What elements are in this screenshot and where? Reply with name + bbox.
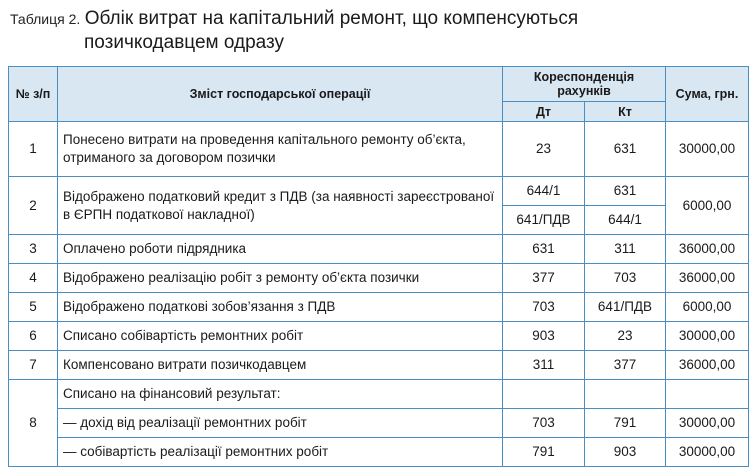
row-text: Компенсовано витрати позичкодавцем [58,351,503,380]
row-text: Відображено податкові зобов’язання з ПДВ [58,293,503,322]
row-text: Відображено податковий кредит з ПДВ (за наявності зареєстрованої в ЄРПН податкової накладної) [58,177,503,235]
row-sum: 30000,00 [666,438,749,467]
row-num: 1 [9,122,58,177]
row-text: Відображено реалізацію робіт з ремонту об’єкта позички [58,264,503,293]
row-kt: 311 [585,235,666,264]
row-dt: 791 [503,438,585,467]
row-sum: 30000,00 [666,322,749,351]
row-num: 7 [9,351,58,380]
row-sum: 30000,00 [666,122,749,177]
caption-label: Таблиця 2. [10,11,81,27]
table-row [9,177,749,206]
row-kt: 791 [585,409,666,438]
row-num: 6 [9,322,58,351]
row-sum: 36000,00 [666,235,749,264]
table-row [9,293,749,322]
accounting-table [8,66,749,467]
caption-title-line2: позичкодавцем одразу [84,32,285,53]
row-dt: 641/ПДВ [503,206,585,235]
row-dt: 23 [503,122,585,177]
table-row [9,380,749,409]
row-kt: 641/ПДВ [585,293,666,322]
row-dt: 644/1 [503,177,585,206]
row-dt: 311 [503,351,585,380]
header-correspondence: Кореспонденція рахунків [503,67,666,102]
table-row [9,438,749,467]
row-sum [666,380,749,409]
row-text: Понесено витрати на проведення капітального ремонту об’єкта, отриманого за договором позички [58,122,503,177]
header-kt: Кт [585,102,666,122]
row-num: 3 [9,235,58,264]
row-dt: 631 [503,235,585,264]
header-dt: Дт [503,102,585,122]
row-sum: 6000,00 [666,177,749,235]
row-text: — собівартість реалізації ремонтних робіт [58,438,503,467]
row-num: 4 [9,264,58,293]
table-caption [10,8,740,53]
row-dt: 703 [503,293,585,322]
row-text: Списано на фінансовий результат: [58,380,503,409]
row-text: — дохід від реалізації ремонтних робіт [58,409,503,438]
row-dt [503,380,585,409]
row-kt: 631 [585,122,666,177]
table-row [9,264,749,293]
row-kt: 23 [585,322,666,351]
table-row [9,122,749,177]
table-row [9,351,749,380]
row-num: 5 [9,293,58,322]
row-dt: 703 [503,409,585,438]
row-kt: 644/1 [585,206,666,235]
row-sum: 6000,00 [666,293,749,322]
row-sum: 36000,00 [666,264,749,293]
row-text: Оплачено роботи підрядника [58,235,503,264]
caption-title-line1: Облік витрат на капітальний ремонт, що компенсуються [84,8,579,29]
table-row [9,235,749,264]
row-kt: 703 [585,264,666,293]
header-content: Зміст господарської операції [58,67,503,122]
row-text: Списано собівартість ремонтних робіт [58,322,503,351]
row-kt: 631 [585,177,666,206]
row-sum: 36000,00 [666,351,749,380]
table-row [9,322,749,351]
header-num: № з/п [9,67,58,122]
row-dt: 903 [503,322,585,351]
row-num: 2 [9,177,58,235]
row-kt [585,380,666,409]
header-sum: Сума, грн. [666,67,749,122]
row-dt: 377 [503,264,585,293]
row-num: 8 [9,380,58,467]
row-kt: 377 [585,351,666,380]
table-row [9,409,749,438]
row-sum: 30000,00 [666,409,749,438]
row-kt: 903 [585,438,666,467]
